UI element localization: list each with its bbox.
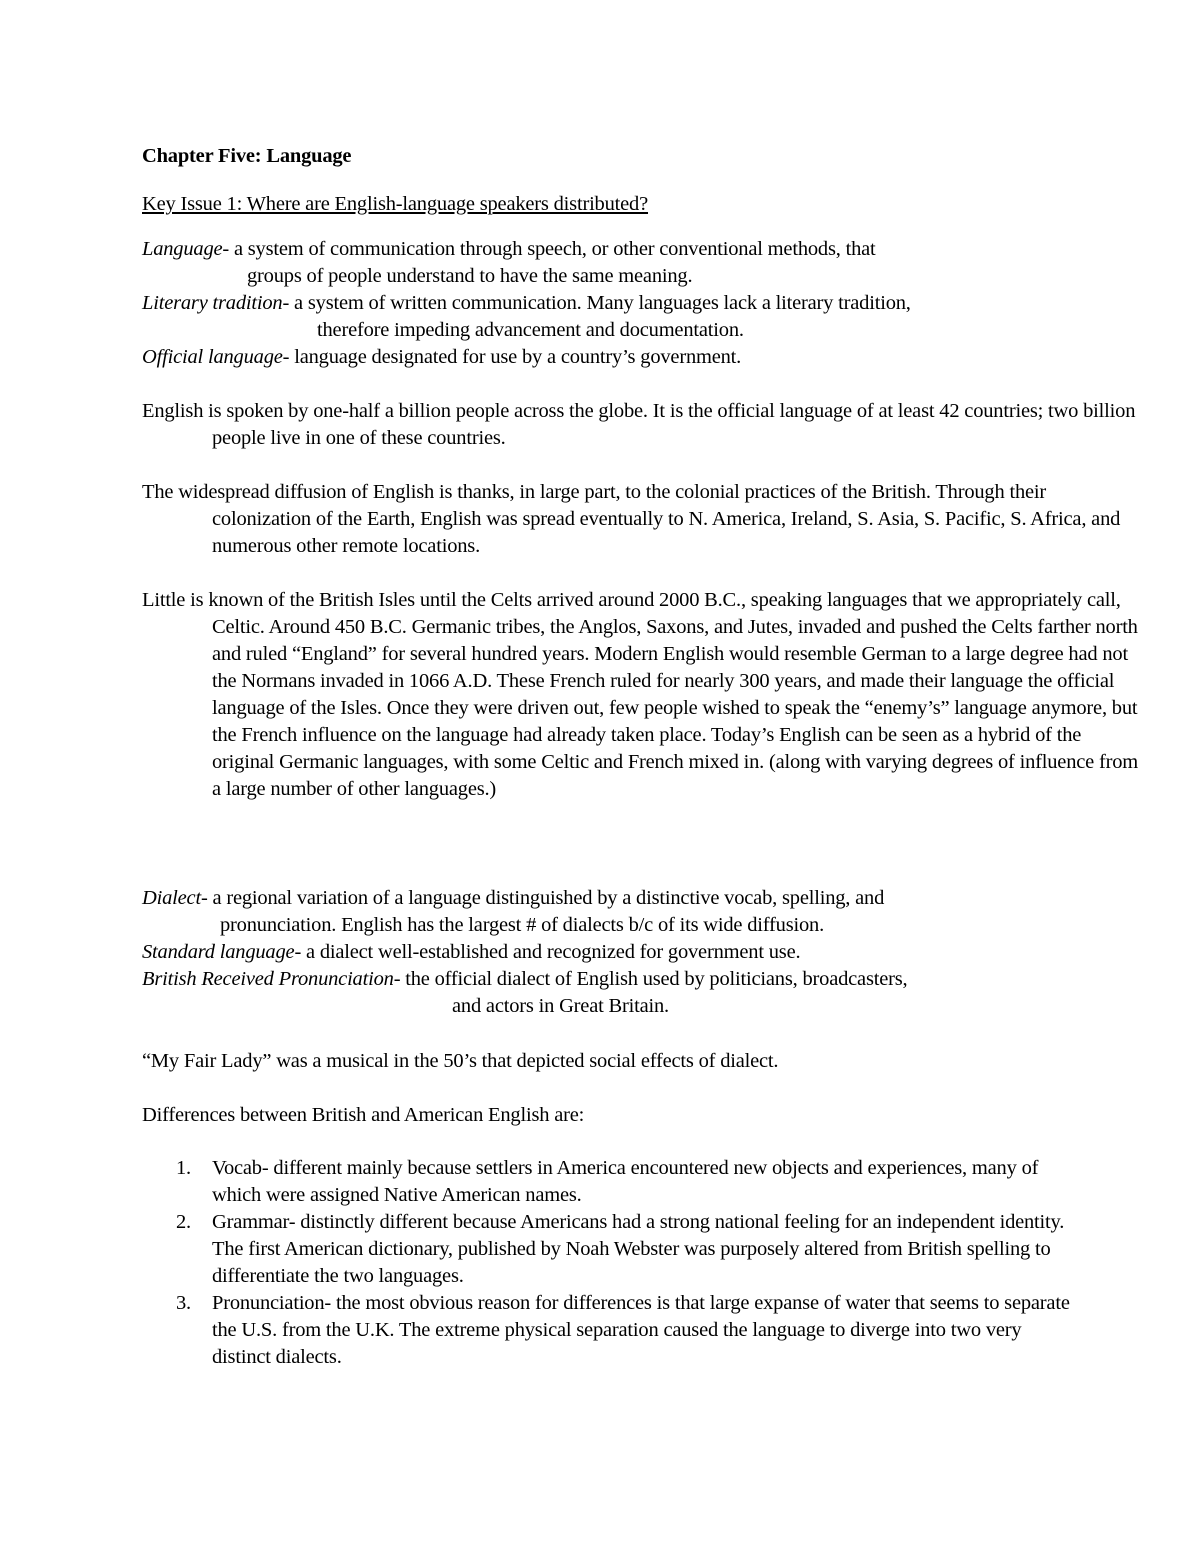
definition-term: British Received Pronunciation: [142, 968, 394, 990]
definition-term: Official language: [142, 346, 283, 368]
definition-text: - a system of communication through speech, or other conventional methods, that: [222, 238, 876, 260]
definition-dialect: [142, 885, 1072, 939]
definition-term: Literary tradition: [142, 292, 283, 314]
list-item-text: Vocab- different mainly because settlers in America encountered new objects and experiences, many of which were assigned Native American names.: [212, 1157, 1039, 1206]
chapter-title: Chapter Five: Language: [142, 145, 352, 167]
definition-term: Language: [142, 238, 223, 260]
definition-british-received-pronunciation: [142, 966, 1072, 1020]
paragraph-my-fair-lady: “My Fair Lady” was a musical in the 50’s that depicted social effects of dialect.: [142, 1050, 779, 1072]
list-item-number: 3.: [176, 1292, 191, 1314]
definition-literary-tradition: [142, 290, 1072, 344]
list-item: [176, 1290, 1076, 1371]
definition-continuation: pronunciation. English has the largest # of dialects b/c of its wide diffusion.: [220, 914, 825, 936]
definition-continuation: therefore impeding advancement and documentation.: [317, 319, 744, 341]
definition-continuation: groups of people understand to have the same meaning.: [247, 265, 693, 287]
definition-language: [142, 236, 1072, 290]
differences-intro: Differences between British and American English are:: [142, 1104, 585, 1126]
definition-text: - a regional variation of a language distinguished by a distinctive vocab, spelling, and: [200, 887, 885, 909]
paragraph-english-speakers: English is spoken by one-half a billion people across the globe. It is the official language of at least 42 countries; two billion people live in one of these countries.: [142, 400, 1136, 449]
paragraph-diffusion: The widespread diffusion of English is thanks, in large part, to the colonial practices of the British. Through their colonization of the Earth, English was spread eventually to N. America, Ireland, S. Asia, S. Pacific, S. Africa, and numerous other remote locations.: [142, 481, 1121, 557]
list-item: [176, 1155, 1076, 1209]
definition-official-language: [142, 344, 1072, 371]
definition-text: - a system of written communication. Many languages lack a literary tradition,: [282, 292, 911, 314]
definition-term: Dialect: [142, 887, 201, 909]
key-issue-heading: Key Issue 1: Where are English-language speakers distributed?: [142, 193, 649, 215]
definition-term: Standard language: [142, 941, 295, 963]
list-item-number: 1.: [176, 1157, 191, 1179]
definition-text: - a dialect well-established and recognized for government use.: [294, 941, 801, 963]
definition-text: - language designated for use by a country’s government.: [282, 346, 742, 368]
list-item-number: 2.: [176, 1211, 191, 1233]
paragraph-history: Little is known of the British Isles until the Celts arrived around 2000 B.C., speaking languages that we appropriately call, Celtic. Around 450 B.C. Germanic tribes, the Anglos, Saxons, and Jutes, invaded and pushed the Celts farther north and ruled “England” for several hundred years. Modern English would resemble German to a large degree had not the Normans invaded in 1066 A.D. These French ruled for nearly 300 years, and made their language the official language of the Isles. Once they were driven out, few people wished to speak the “enemy’s” language anymore, but the French influence on the language had already taken place. Today’s English can be seen as a hybrid of the original Germanic languages, with some Celtic and French mixed in. (along with varying degrees of influence from a large number of other languages.): [142, 589, 1139, 800]
list-item: [176, 1209, 1076, 1290]
definition-text: - the official dialect of English used by politicians, broadcasters,: [393, 968, 908, 990]
definition-standard-language: [142, 939, 1072, 966]
definition-continuation: and actors in Great Britain.: [452, 995, 669, 1017]
list-item-text: Grammar- distinctly different because Americans had a strong national feeling for an independent identity. The first American dictionary, published by Noah Webster was purposely altered from British spelling to differentiate the two languages.: [212, 1211, 1065, 1287]
list-item-text: Pronunciation- the most obvious reason for differences is that large expanse of water that seems to separate the U.S. from the U.K. The extreme physical separation caused the language to diverge into two very distinct dialects.: [212, 1292, 1070, 1368]
